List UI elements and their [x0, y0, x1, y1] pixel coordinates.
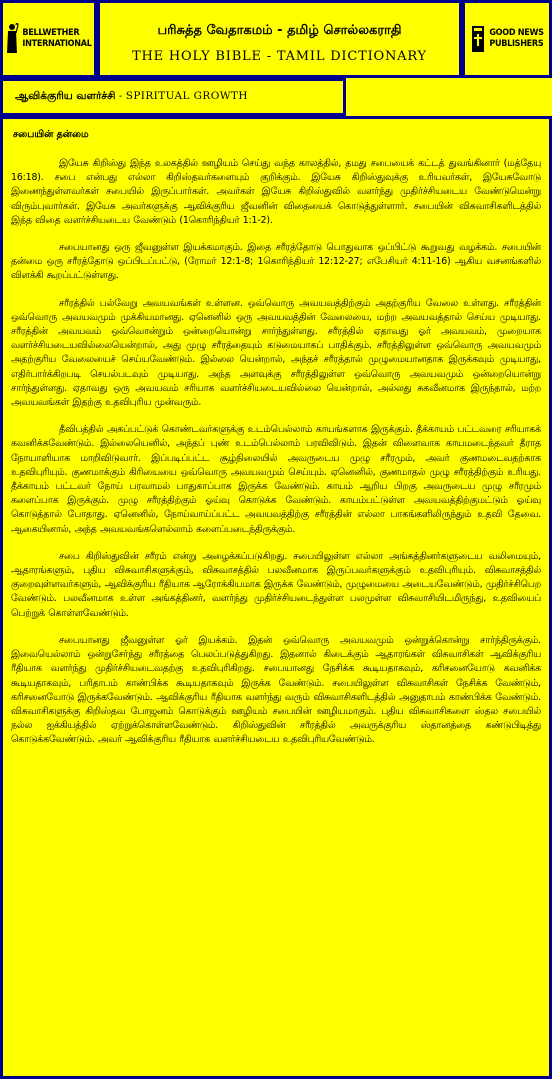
section-title-tamil: ஆவிக்குரிய வளர்ச்சி	[15, 90, 116, 102]
title-english: THE HOLY BIBLE - TAMIL DICTIONARY	[132, 49, 427, 64]
paragraph: இயேசு கிறிஸ்து இந்த உலகத்தில் ஊழியம் செய்து வந்த காலத்தில், தமது சபையைக் கட்டத் துவங்கினார் (மத்தேயு 16:18). சபை என்பது எல்லா கிறிஸ்தவர்களையும் குறிக்கும். இயேசு கிறிஸ்துவுக்கு உரியவர்கள், இயேசுவோடு இணைந்துள்ளவர்கள் சபையில் இருப்பார்கள். அவர்கள் இயேசு கிறிஸ்துவில் வளர்ந்து முதிர்ச்சியடைய வேண்டுமென்று விரும்புவார்கள். இயேசு அவர்களுக்கு ஆவிக்குரிய ஜீவனின் விதையைக் கொடுத்துள்ளார். சபையின் விசுவாசிகளிடத்தில் இந்த விதை வளர்ச்சியடைய வேண்டும் (1கொரிந்தியர் 1:1-2).	[11, 158, 541, 226]
section-header	[0, 78, 346, 116]
logo-right-line1: GOOD NEWS	[489, 28, 544, 38]
good-news-logo	[462, 0, 552, 78]
paragraph: தீவிபத்தில் அகப்பட்டுக் கொண்டவர்களுக்கு உடம்பெல்லாம் காயங்களாக இருக்கும். தீக்காயம் பட்டவரை சரியாகக் கவனிக்கவேண்டும். இல்லையெனில், அந்தப் புண் உடம்பெல்லாம் பரவிவிடும். இதன் விளைவாக காயமடைந்தவர் தீராத நோயாளியாக மாறிவிடுவார். இப்படிப்பட்ட சூழ்நிலையில் அவருடைய முழு சரீரமும், அவர் குணமடைவதற்காக உதவிபுரியும். குணமாக்கும் கிரியையை ஒவ்வொரு அவயவமும் செய்யும். ஏனெனில், குணமாதல் முழு சரீரத்திற்கும் உரியது. தீக்காயம் பட்டவர் நோய் பரவாமல் பாதுகாப்பாக இருக்க வேண்டும். காயம் ஆறிய பிறகு அவருடைய முழு சரீரமும் களைப்பாக இருக்கும். முழு சரீரத்திற்கும் ஓய்வு கொடுக்க வேண்டும். காயம்பட்டுள்ள அவயவத்திற்குமட்டும் ஓய்வு கொடுத்தால் போதாது. ஏனெனில், நோய்வாய்ப்பட்ட அவயவத்திற்கு சரீரத்தின் எல்லா பாகங்களிலிருந்தும் உதவி தேவை. ஆகையினால், அந்த அவயவங்களெல்லாம் களைப்படைந்திருக்கும்.	[11, 424, 541, 535]
title-tamil: பரிசுத்த வேதாகமம் - தமிழ் சொல்லகராதி	[157, 23, 402, 38]
content-area	[0, 116, 552, 1079]
logo-right-line2: PUBLISHERS	[489, 39, 544, 49]
section-separator: -	[118, 90, 123, 102]
section-title-english: SPIRITUAL GROWTH	[125, 90, 248, 102]
paragraph: சபையானது ஜீவனுள்ள ஓர் இயக்கம். இதன் ஒவ்வொரு அவயவமும் ஒன்றுக்கொன்று சார்ந்திருக்கும். இவையெல்லாம் ஒன்றுசேர்ந்து சரீரத்தை பெலப்படுத்துகிறது. இதனால் கிடைக்கும் ஆதாரங்கள் விசுவாசிகள் ஆவிக்குரிய ரீதியாக வளர்ந்து முதிர்ச்சியடைவதற்கு உதவிபுரிகிறது. சபையானது நேசிக்க கூடியதாகவும், கரிசனையோடு கவனிக்க கூடியதாகவும், பரிதாபம் காண்பிக்க கூடியதாகவும் இருக்க வேண்டும். சபையிலுள்ள விசுவாசிகள் நேசிக்க வேண்டும், கரிசனையோடு இருக்கவேண்டும். ஆவிக்குரிய ரீதியாக வளர்ந்து வரும் விசுவாசிகளிடத்தில் அனுதாபம் காண்பிக்க வேண்டும். விசுவாசிகளுக்கு கிறிஸ்தவ போஜனம் கொடுக்கும் ஊழியம் சபையின் ஊழியமாகும். புதிய விசுவாசிகளை ஸ்தல சபையில் நல்ல ஐக்கியத்தில் ஏற்றுக்கொள்ளவேண்டும். கிறிஸ்துவின் சரீரத்தில் அவருக்குரிய ஸ்தானத்தை கண்டுபிடித்து கொடுக்கவேண்டும். அவர் ஆவிக்குரிய ரீதியாக வளர்ச்சியடைய உதவிபுரியவேண்டும்.	[11, 634, 541, 746]
paragraph: சபை கிறிஸ்துவின் சரீரம் என்று அழைக்கப்படுகிறது. சபையிலுள்ள எல்லா அங்கத்தினர்களுடைய வலிமையும், ஆதாரங்களும், புதிய விசுவாசிகளுக்கும், விசுவாசத்தில் பலவீனமாக இருப்பவர்களுக்கும் உதவிபுரியும். விசுவாசத்தில் குறைவுள்ளவர்களும், ஆவிக்குரிய ரீதியாக ஆரோக்கியமாக இருக்க வேண்டும், முழுமையை அடையவேண்டும், முதிர்ச்சிபெற வேண்டும். பலவீனமாக உள்ள அங்கத்தினர், வளர்ந்து முதிர்ச்சியடைந்துள்ள பலமுள்ள விசுவாசியிடமிருந்து, உதவியைப் பெற்றுக் கொள்ளவேண்டும்.	[11, 550, 541, 619]
bellwether-logo	[0, 0, 97, 78]
content-heading: சபையின் தன்மை	[13, 129, 89, 140]
page-header	[97, 0, 462, 78]
paragraph: சபையானது ஒரு ஜீவனுள்ள இயக்கமாகும். இதை சரீரத்தோடு பொதுவாக ஒப்பிட்டு கூறுவது வழக்கம். சபையின் தன்மை ஒரு சரீரத்தோடு ஒப்பிடப்பட்டு, (ரோமர் 12:1-8; 1கொரிந்தியர் 12:12-27; எபேசியர் 4:11-16) ஆகிய வசனங்களில் விளக்கி கூறப்பட்டுள்ளது.	[11, 242, 541, 282]
logo-left-line2: INTERNATIONAL	[22, 39, 92, 49]
logo-left-line1: BELLWETHER	[22, 28, 80, 38]
paragraph: சரீரத்தில் பல்வேறு அவயவங்கள் உள்ளன. ஒவ்வொரு அவயவத்திற்கும் அதற்குரிய வேலை உள்ளது. சரீரத்தின் ஒவ்வொரு அவயவமும் முக்கியமானது. ஏனெனில் ஒரு அவயவத்தின் வேலையை, மற்ற அவயவத்தால் செய்ய முடியாது. சரீரத்தின் அவயவம் ஒவ்வொன்றும் ஒன்றையொன்று சார்ந்துள்ளது. சரீரத்தில் ஏதாவது ஓர் அவயவம், முறையாக வளர்ச்சியடையவில்லையென்றால், அது முழு சரீரத்தையும் கடுமையாகப் பாதிக்கும். சரீரத்திலுள்ள ஒவ்வொரு அவயவமும் அதற்குரிய வேலையைச் செய்யவேண்டும். இல்லை யென்றால், அந்தச் சரீரத்தால் முழுமையானதாக இருக்கவும் முடியாது, எதிர்பார்க்கிறபடி செயல்படவும் முடியாது. அந்த அளவுக்கு சரீரத்திலுள்ள ஒவ்வொரு அவயவமும் ஒன்றையொன்று சார்ந்துள்ளது. ஏதாவது ஒரு அவயவம் சரியாக வளர்ச்சியடையவில்லை யென்றால், அல்லது சுகவீனமாக இருந்தால், மற்ற அவயவங்கள் இதற்கு உதவிபுரிய முன்வரும்.	[11, 297, 541, 409]
shepherd-logo-icon	[5, 23, 19, 55]
book-logo-icon	[470, 24, 486, 54]
